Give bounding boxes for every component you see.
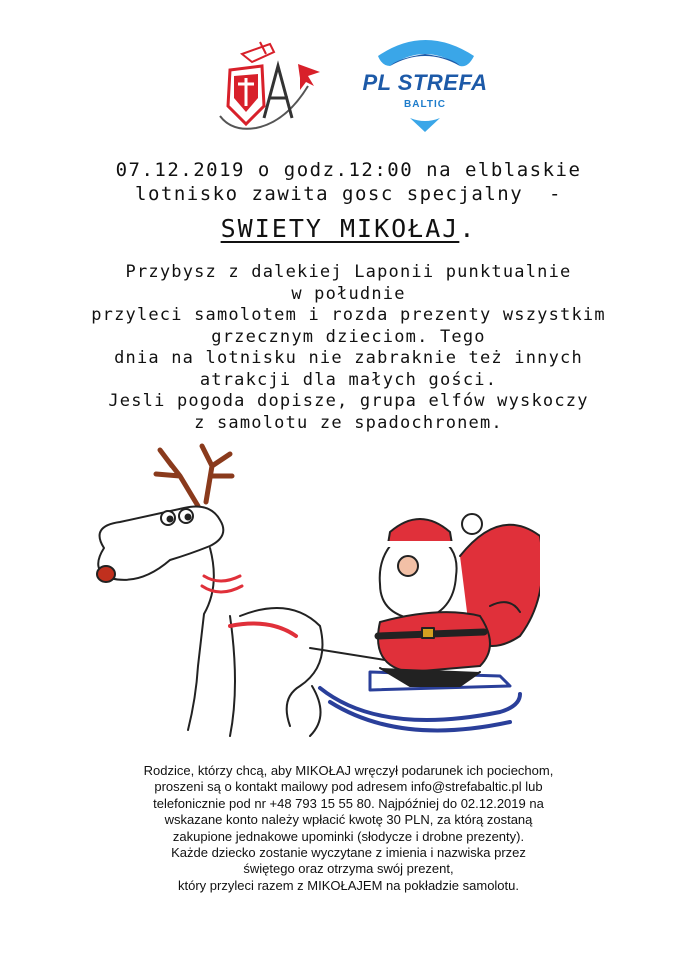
page-title	[0, 212, 697, 246]
headline-line: lotnisko zawita gosc specjalny -	[135, 183, 562, 205]
strefa-name: PL STREFA	[362, 70, 488, 95]
headline-line: 07.12.2019 o godz.12:00 na elblaskie	[115, 159, 582, 181]
description-line: atrakcji dla małych gości.	[199, 369, 498, 390]
description-line: w południe	[291, 283, 406, 304]
event-description	[0, 262, 697, 434]
footer-line: Każde dziecko zostanie wyczytane z imienia i nazwiska przez	[171, 845, 526, 861]
description-line: przyleci samolotem i rozda prezenty wszystkim	[91, 305, 606, 325]
footer-line: świętego oraz otrzyma swój prezent,	[243, 861, 454, 877]
aeroklub-logo-icon	[212, 36, 330, 136]
strefa-subtitle: BALTIC	[404, 99, 446, 110]
description-line: dnia na lotnisku nie zabraknie też innych	[114, 348, 583, 368]
pl-strefa-baltic-logo	[350, 28, 500, 138]
footer-line: telefonicznie pod nr +48 793 15 55 80. Najpóźniej do 02.12.2019 na	[153, 795, 544, 811]
footer-line: który przyleci razem z MIKOŁAJEM na pokładzie samolotu.	[177, 877, 519, 893]
reindeer-santa-illustration-icon	[80, 436, 540, 756]
description-line: Jesli pogoda dopisze, grupa elfów wyskoczy	[108, 391, 589, 411]
title-punct: .	[459, 214, 477, 243]
description-line: z samolotu ze spadochronem.	[194, 412, 503, 433]
event-headline	[0, 158, 697, 206]
footer-line: zakupione jednakowe upominki (słodycze i drobne prezenty).	[172, 828, 525, 844]
contact-info	[0, 763, 697, 894]
description-line: grzecznym dzieciom. Tego	[211, 326, 486, 347]
footer-line: wskazane konto należy wpłacić kwotę 30 PLN, za którą zostaną	[164, 812, 533, 828]
footer-line: Rodzice, którzy chcą, aby MIKOŁAJ wręczył podarunek ich pociechom,	[143, 763, 554, 778]
footer-line: proszeni są o kontakt mailowy pod adresem info@strefabaltic.pl lub	[154, 779, 543, 795]
title-text: SWIETY MIKOŁAJ	[220, 214, 460, 243]
logo-bar	[0, 28, 697, 138]
description-line: Przybysz z dalekiej Laponii punktualnie	[125, 262, 572, 282]
